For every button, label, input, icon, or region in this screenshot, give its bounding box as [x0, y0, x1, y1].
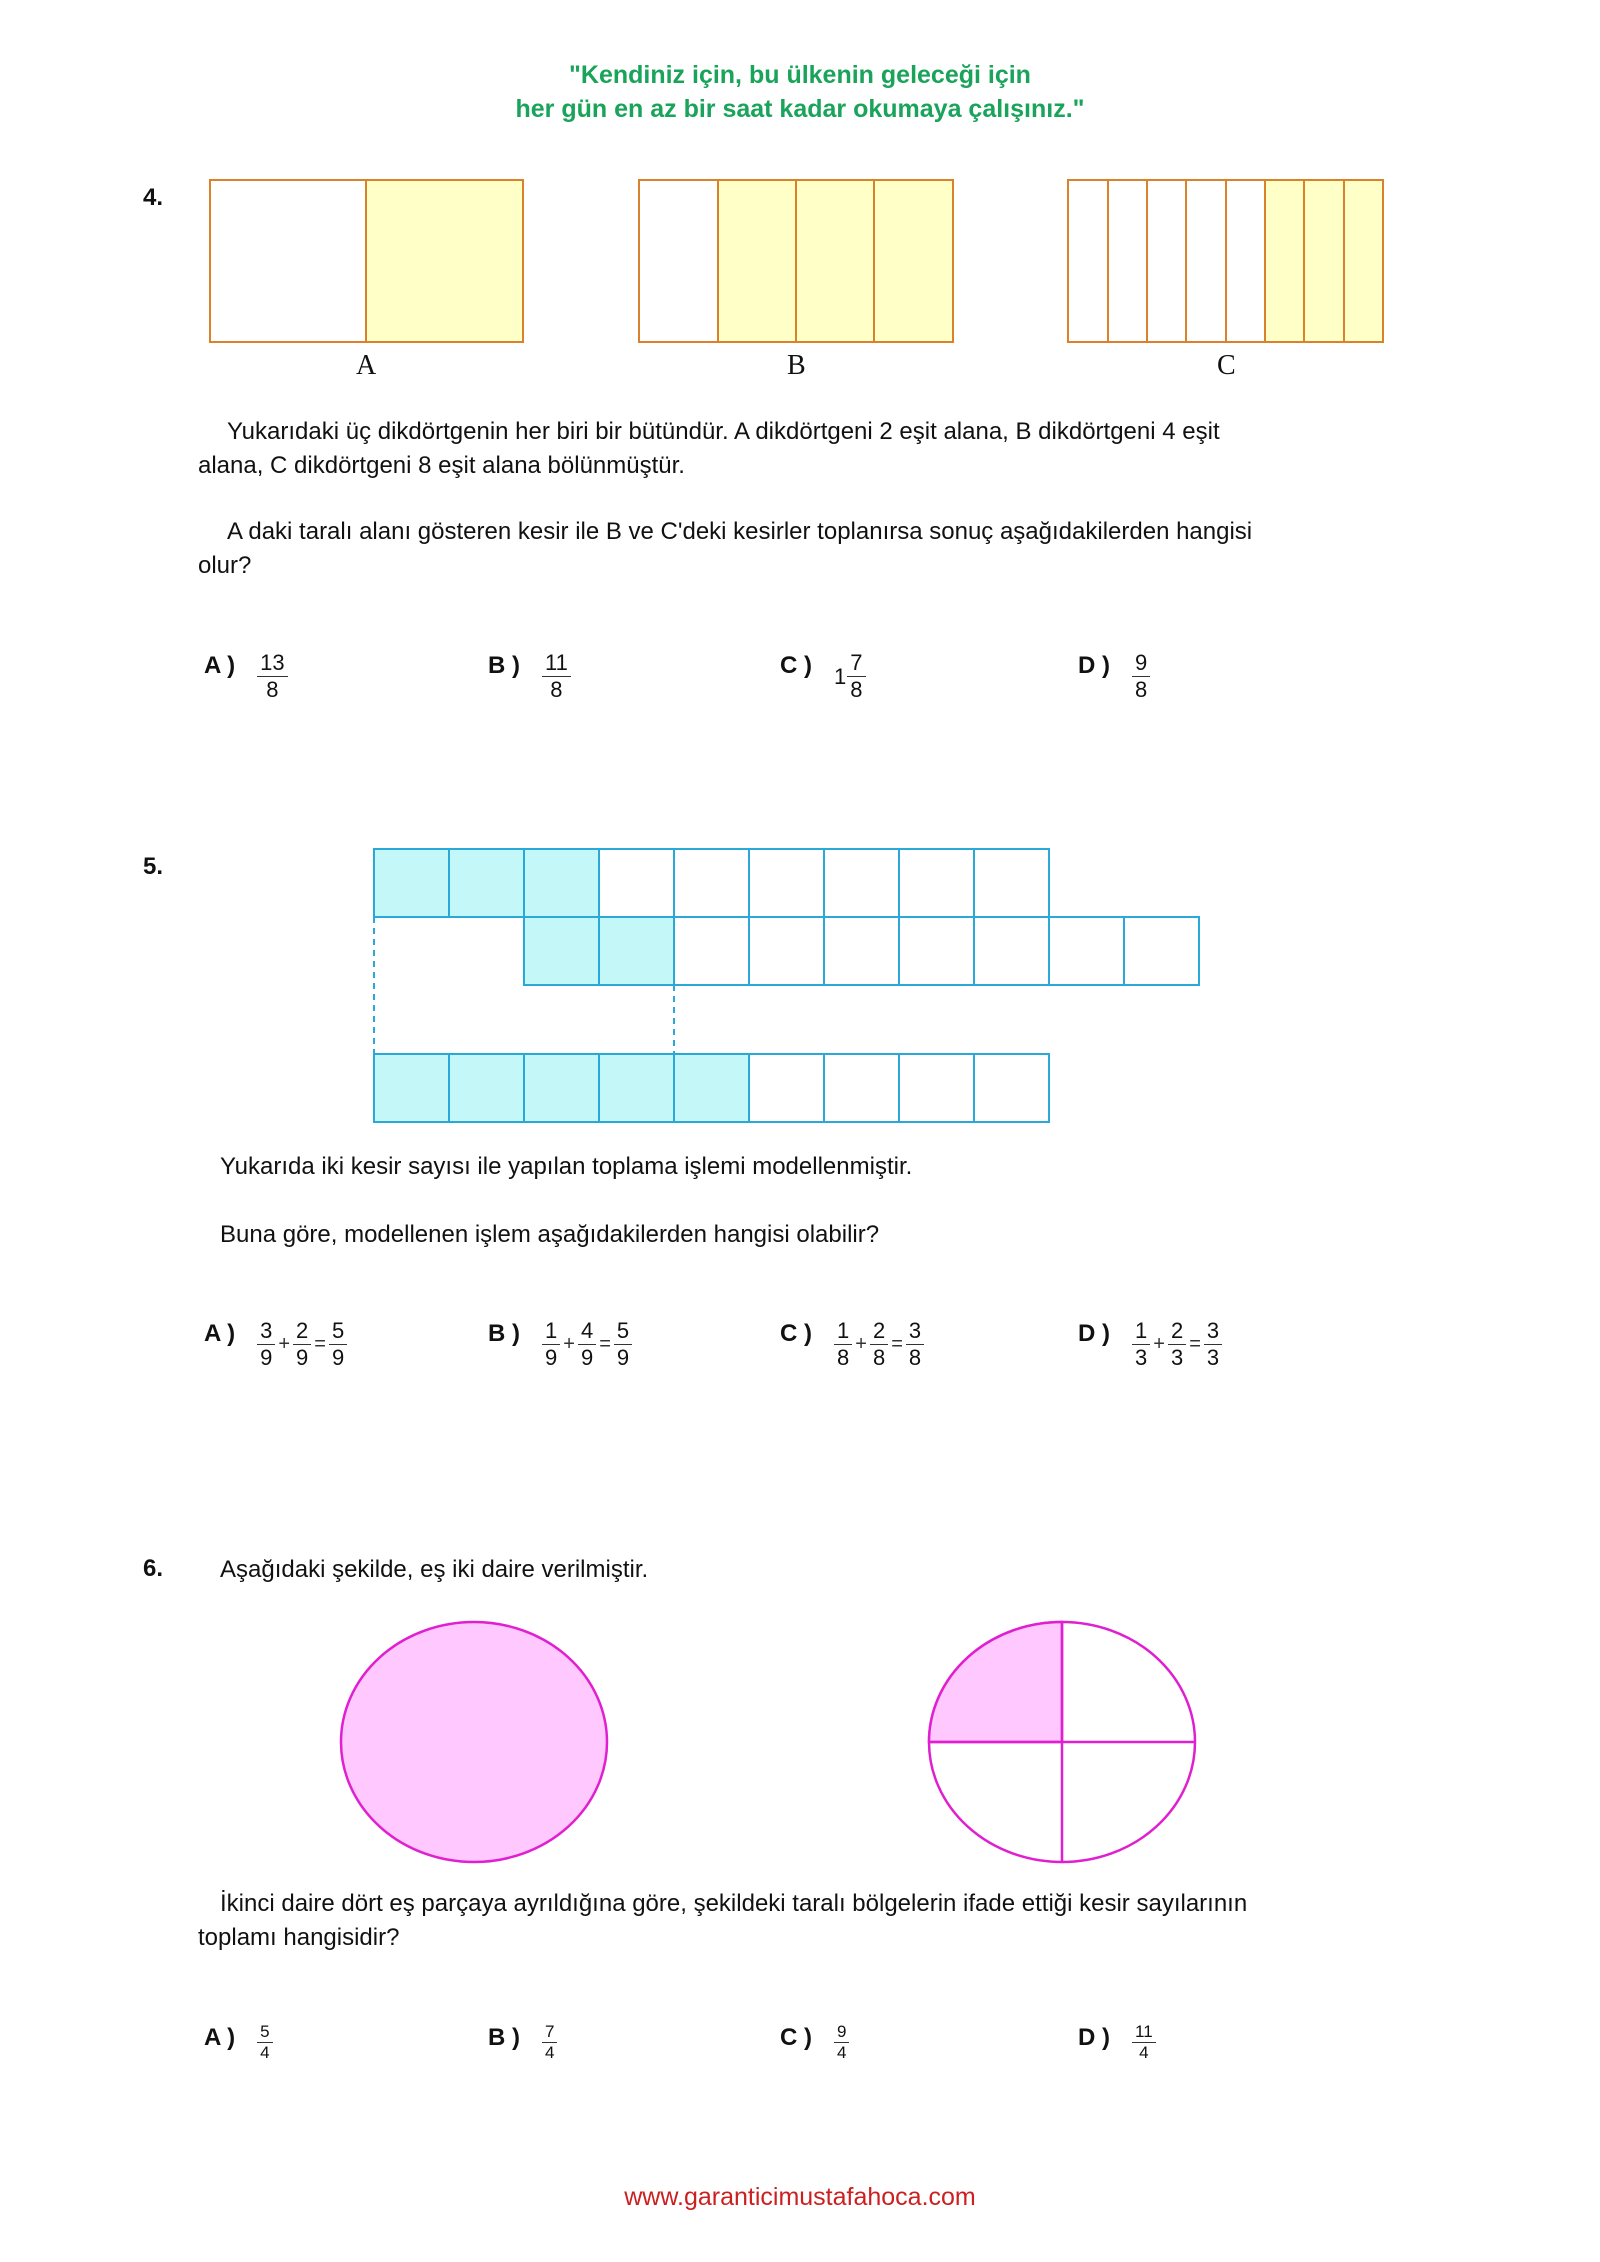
denominator: 3: [1170, 1345, 1184, 1370]
option-label: C ): [780, 2024, 812, 2051]
numerator: 5: [614, 1318, 632, 1345]
equals-sign: =: [599, 1333, 611, 1355]
denominator: 9: [260, 1345, 273, 1370]
fraction: [834, 2022, 849, 2063]
numerator: 1: [834, 1318, 852, 1345]
equals-sign: =: [1189, 1333, 1201, 1355]
option-label: A ): [204, 652, 236, 679]
fraction: [257, 2022, 272, 2063]
full-shaded-circle: [341, 1622, 607, 1862]
option-label: D ): [1078, 652, 1110, 679]
q6-option-c[interactable]: [780, 2022, 849, 2063]
denominator: 9: [545, 1345, 558, 1370]
numerator: 2: [293, 1318, 311, 1345]
numerator: 1: [542, 1318, 560, 1345]
denominator: 8: [850, 677, 863, 702]
plus-sign: +: [278, 1333, 291, 1355]
option-label: D ): [1078, 1320, 1110, 1347]
denominator: 9: [616, 1345, 630, 1370]
numerator: 5: [257, 2022, 272, 2043]
option-label: A ): [204, 2024, 236, 2051]
denominator: 4: [260, 2043, 270, 2062]
question-5-number: 5.: [143, 853, 164, 880]
numerator: 11: [542, 650, 571, 677]
fraction: [1132, 2022, 1156, 2063]
numerator: 4: [578, 1318, 596, 1345]
figure-label-a: A: [356, 350, 377, 381]
denominator: 4: [837, 2043, 847, 2062]
q5-paragraph-2: Buna göre, modellenen işlem aşağıdakilerden hangisi olabilir?: [220, 1221, 880, 1248]
q6-paragraph-line-1: İkinci daire dört eş parçaya ayrıldığına göre, şekildeki taralı bölgelerin ifade ettiği kesir sayılarının: [220, 1890, 1248, 1917]
denominator: 8: [908, 1345, 922, 1370]
numerator: 7: [847, 650, 865, 677]
q6-paragraph-line-2: toplamı hangisidir?: [198, 1924, 400, 1951]
denominator: 9: [296, 1345, 309, 1370]
denominator: 4: [1139, 2043, 1149, 2062]
q6-option-a[interactable]: [204, 2022, 273, 2063]
quote-line-1: "Kendiniz için, bu ülkenin geleceği için: [569, 61, 1031, 89]
denominator: 3: [1206, 1345, 1220, 1370]
denominator: 3: [1135, 1345, 1148, 1370]
numerator: 11: [1132, 2022, 1156, 2043]
q4-paragraph-2-line-2: olur?: [198, 552, 252, 579]
numerator: 1: [1132, 1318, 1150, 1345]
denominator: 8: [872, 1345, 886, 1370]
question-6-number: 6.: [143, 1555, 164, 1582]
question-4-number: 4.: [143, 184, 164, 211]
numerator: 3: [906, 1318, 924, 1345]
option-label: D ): [1078, 2024, 1110, 2051]
quote-line-2: her gün en az bir saat kadar okumaya çalışınız.": [515, 95, 1085, 123]
q4-paragraph-1-line-1: Yukarıdaki üç dikdörtgenin her biri bir bütündür. A dikdörtgeni 2 eşit alana, B dikdörtgeni 4 eşit: [227, 418, 1220, 445]
denominator: 8: [1135, 677, 1148, 702]
option-label: C ): [780, 1320, 812, 1347]
numerator: 13: [257, 650, 287, 677]
footer-website-link[interactable]: www.garanticimustafahoca.com: [624, 2183, 976, 2211]
whole-number: 1: [834, 664, 847, 689]
equals-sign: =: [314, 1333, 326, 1355]
option-label: B ): [488, 1320, 520, 1347]
option-label: B ): [488, 652, 520, 679]
option-label: A ): [204, 1320, 236, 1347]
denominator: 4: [545, 2043, 555, 2062]
numerator: 3: [257, 1318, 275, 1345]
plus-sign: +: [855, 1333, 867, 1355]
option-label: B ): [488, 2024, 520, 2051]
shaded-quarter: [929, 1622, 1062, 1742]
denominator: 8: [266, 677, 279, 702]
numerator: 2: [870, 1318, 888, 1345]
plus-sign: +: [1153, 1333, 1165, 1355]
q6-intro: Aşağıdaki şekilde, eş iki daire verilmiştir.: [220, 1556, 649, 1583]
figure-label-b: B: [787, 350, 806, 381]
numerator: 9: [834, 2022, 849, 2043]
numerator: 9: [1132, 650, 1150, 677]
numerator: 5: [329, 1318, 347, 1345]
denominator: 9: [580, 1345, 594, 1370]
option-label: C ): [780, 652, 812, 679]
equals-sign: =: [891, 1333, 903, 1355]
numerator: 3: [1204, 1318, 1222, 1345]
q4-paragraph-2-line-1: A daki taralı alanı gösteren kesir ile B ve C'deki kesirler toplanırsa sonuç aşağıdakilerden hangisi: [227, 518, 1253, 545]
q6-option-d[interactable]: [1078, 2022, 1156, 2063]
q5-paragraph-1: Yukarıda iki kesir sayısı ile yapılan toplama işlemi modellenmiştir.: [220, 1153, 913, 1180]
figure-label-c: C: [1217, 350, 1236, 381]
numerator: 2: [1168, 1318, 1186, 1345]
denominator: 8: [837, 1345, 850, 1370]
q4-paragraph-1-line-2: alana, C dikdörtgeni 8 eşit alana bölünmüştür.: [198, 452, 685, 479]
fraction: [542, 2022, 557, 2063]
plus-sign: +: [563, 1333, 575, 1355]
denominator: 8: [550, 677, 563, 702]
q6-option-b[interactable]: [488, 2022, 557, 2063]
denominator: 9: [331, 1345, 345, 1370]
quartered-circle: [929, 1622, 1195, 1862]
numerator: 7: [542, 2022, 557, 2043]
